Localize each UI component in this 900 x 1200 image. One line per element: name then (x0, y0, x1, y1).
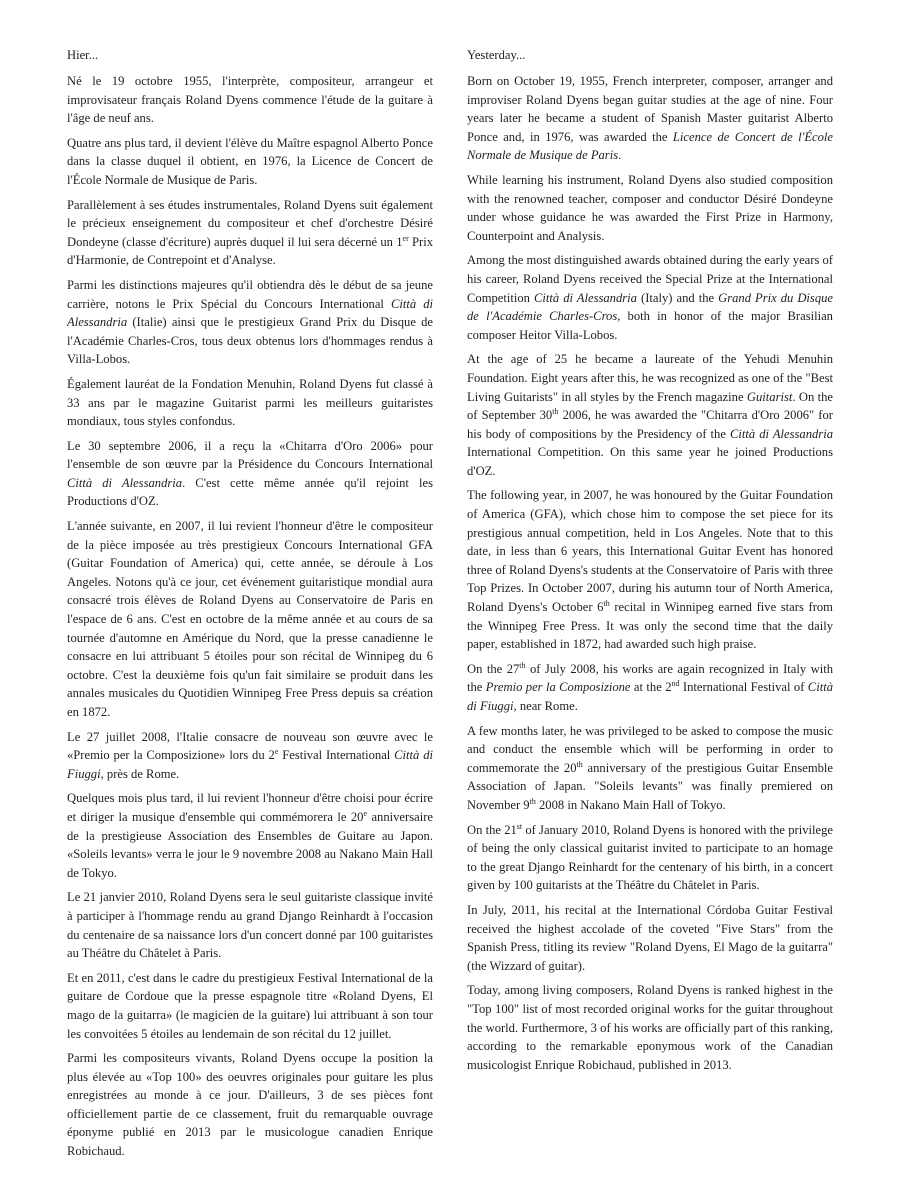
superscript: st (516, 821, 523, 831)
superscript: th (519, 660, 526, 670)
text-run: Prix d'Harmonie, de Contrepoint et d'Analyse. (67, 234, 433, 268)
paragraph (467, 72, 833, 165)
english-paragraphs (467, 72, 833, 1074)
italic-text: Città di Alessandria (729, 426, 833, 441)
paragraph (67, 276, 433, 369)
paragraph (67, 72, 433, 128)
text-run: . On the of September 30 (467, 389, 833, 423)
text-run: . C'est cette même année qu'il rejoint les Productions d'OZ. (67, 475, 433, 509)
text-run: 2006, he was awarded the "Chitarra d'Oro 2006" for his body of compositions by the Presidency of the (467, 408, 833, 441)
text-run: Né le 19 octobre 1955, l'interprète, compositeur, arrangeur et improvisateur français Roland Dyens commence l'étude de la guitare à l'âge de neuf ans. (67, 74, 433, 126)
text-run: Born on October 19, 1955, French interpreter, composer, arranger and improviser Roland Dyens began guitar studies at the age of nine. Four years later he became a student of Spanish Master guitarist Alberto Ponce and, in 1976, was awarded the (467, 74, 833, 144)
paragraph (67, 789, 433, 882)
paragraph (467, 251, 833, 344)
paragraph (67, 888, 433, 962)
text-run: Quatre ans plus tard, il devient l'élève du Maître espagnol Alberto Ponce dans la classe duquel il obtient, en 1976, la Licence de Concert de l'École Normale de Musique de Paris. (67, 135, 433, 187)
text-run: , both in honor of the major Brasilian composer Heitor Villa-Lobos. (467, 309, 833, 342)
paragraph (67, 196, 433, 270)
superscript: nd (671, 679, 680, 689)
paragraph (467, 901, 833, 975)
text-run: Également lauréat de la Fondation Menuhin, Roland Dyens fut classé à 33 ans par le magazine Guitarist parmi les meilleurs guitaristes mondiaux, tous styles confondus. (67, 376, 433, 429)
text-run: The following year, in 2007, he was honoured by the Guitar Foundation of America (GFA), which chose him to compose the set piece for its prestigious annual competition, held in Los Angeles. Note that to this date, in less than 6 years, this International Guitar Event has honored three of Roland Dyens's students at the Conservatoire of Paris with three Top Prizes. In October 2007, during his autumn tour of North America, Roland Dyens's October 6 (467, 488, 833, 615)
text-run: . (618, 148, 622, 163)
superscript: th (529, 796, 536, 806)
superscript: th (603, 598, 610, 608)
french-heading: Hier... (67, 48, 99, 62)
italic-text: Città di Fiuggi (67, 748, 433, 781)
italic-text: Città di Alessandria (67, 296, 434, 330)
paragraph (67, 375, 433, 431)
text-run: Today, among living composers, Roland Dyens is ranked highest in the "Top 100" list of most recorded original works for the guitar throughout the world. Furthermore, 3 of his works are officially part of this ranking, according to the remarkable eponymous work of the Canadian musicologist Enrique Robichaud, published in 2013. (467, 983, 833, 1072)
superscript: er (402, 233, 409, 243)
text-run: At the age of 25 he became a laureate of the Yehudi Menuhin Foundation. Eight years after this, he was recognized as one of the "Best Living Guitarists" in all styles by the French magazine (467, 352, 833, 404)
paragraph (467, 660, 833, 716)
text-run: of July 2008, his works are again recognized in Italy with the (467, 661, 833, 695)
paragraph (467, 722, 833, 815)
text-run: recital in Winnipeg earned five stars from the Winnipeg Free Press. It was only the second time that the daily paper, established in 1872, had awarded such high praise. (467, 600, 833, 652)
text-run: International Competition. On this same year he joined Productions d'OZ. (467, 445, 833, 478)
text-run: Parallèlement à ses études instrumentales, Roland Dyens suit également le précieux enseignement du compositeur et chef d'orchestre Désiré Dondeyne (classe d'écriture) auprès duquel il lui sera décerné un 1 (67, 197, 433, 249)
english-column (467, 46, 833, 1080)
paragraph (67, 437, 433, 511)
paragraph (467, 821, 833, 895)
paragraph (467, 350, 833, 480)
text-run: While learning his instrument, Roland Dyens also studied composition with the renowned teacher, composer and conductor Désiré Dondeyne under whose guidance he was awarded the First Prize in Harmony, Counterpoint and Analysis. (467, 172, 833, 243)
text-run: of January 2010, Roland Dyens is honored with the privilege of being the only classical guitarist invited to participate to an homage to the great Django Reinhardt for the centenary of his birth, in a concert given by 100 guitarists at the Théâtre du Châtelet in Paris. (467, 822, 833, 893)
text-run: at the 2 (630, 680, 672, 695)
paragraph (467, 171, 833, 245)
italic-text: Licence de Concert de l'École Normale de Musique de Paris (467, 129, 834, 163)
text-run: Quelques mois plus tard, il lui revient l'honneur d'être choisi pour écrire et diriger la musique d'ensemble qui commémorera le 20 (67, 791, 433, 824)
text-run: Le 21 janvier 2010, Roland Dyens sera le seul guitariste classique invité à participer à l'hommage rendu au grand Django Reinhardt à l'occasion du centenaire de sa naissance lors d'un concert donné par 100 guitaristes au Théâtre du Châtelet à Paris. (67, 890, 433, 961)
paragraph (67, 134, 433, 190)
paragraph (67, 517, 433, 722)
paragraph (467, 981, 833, 1074)
paragraph (67, 969, 433, 1043)
text-run: (Italy) and the (636, 290, 719, 305)
text-run: , près de Rome. (100, 766, 180, 781)
text-run: 2008 in Nakano Main Hall of Tokyo. (535, 797, 726, 812)
text-run: (Italie) ainsi que le prestigieux Grand Prix du Disque de l'Académie Charles-Cros, tous deux obtenus lors d'hommages rendus à Villa-Lobos. (67, 315, 433, 367)
italic-text: Grand Prix du Disque de l'Académie Charles-Cros (467, 290, 834, 324)
italic-text: Città di Alessandria (534, 290, 637, 305)
paragraph (67, 728, 433, 784)
text-run: Among the most distinguished awards obtained during the early years of his career, Roland Dyens received the Special Prize at the International Competition (467, 253, 833, 305)
superscript: e (363, 808, 368, 818)
text-run: , near Rome. (513, 699, 578, 713)
superscript: th (576, 759, 583, 769)
text-run: In July, 2011, his recital at the International Córdoba Guitar Festival received the highest accolade of the coveted "Five Stars" from the Spanish Press, titling its review "Roland Dyens, El Mago de la guitarra" (the Wizzard of guitar). (467, 902, 833, 973)
english-heading: Yesterday... (467, 48, 526, 62)
text-run: Parmi les distinctions majeures qu'il obtiendra dès le début de sa jeune carrière, notons le Prix Spécial du Concours International (67, 277, 433, 311)
superscript: e (274, 747, 279, 756)
text-run: Et en 2011, c'est dans le cadre du prestigieux Festival International de la guitare de Cordoue que la presse espagnole titre «Roland Dyens, El mago de la guitarra» (le magicien de la guitare) lui attribuant à son tour les convoitées 5 étoiles au lendemain de son récital du 12 juillet. (67, 970, 433, 1041)
italic-text: Città di Fiuggi (467, 680, 833, 713)
text-run: On the 21 (467, 822, 517, 837)
text-run: A few months later, he was privileged to be asked to compose the music and conduct the ensemble which will be performing in order to commemorate the 20 (467, 723, 833, 775)
text-run: Parmi les compositeurs vivants, Roland Dyens occupe la position la plus élevée au «Top 100» des oeuvres originales pour guitare les plus enregistrées au monde à ce jour. D'ailleurs, 3 de ses pièces font officiellement partie de ce classement, fruit du remarquable ouvrage éponyme publié en 2013 par le musicologue canadien Enrique Robichaud. (67, 1051, 433, 1159)
french-paragraphs (67, 72, 433, 1161)
text-run: International Festival of (679, 680, 808, 695)
italic-text: Guitarist (746, 389, 793, 404)
text-run: anniversaire de la prestigieuse Association des Ensembles de Guitare au Japon. «Soleils levants» verra le jour le 9 novembre 2008 au Nakano Main Hall de Tokyo. (67, 809, 433, 880)
italic-text: Città di Alessandria (67, 475, 183, 490)
text-run: anniversary of the prestigious Guitar Ensemble Association of Japan. "Soleils levants" was finally premiered on November 9 (467, 760, 834, 812)
text-run: L'année suivante, en 2007, il lui revient l'honneur d'être le compositeur de la pièce imposée au très prestigieux Concours International GFA (Guitar Foundation of America) qui, cette année, se déroule à Los Angeles. Notons qu'à ce jour, cet événement guitaristique mondial aura consacré trois élèves de Roland Dyens au Conservatoire de Paris en l'espace de 6 ans. C'est en octobre de la même année et au cours de sa tournée d'automne en Amérique du Nord, que la presse canadienne le consacre en lui attribuant 5 étoiles pour son récital de Winnipeg du 6 octobre. C'est la deuxième fois qu'un fait similaire se produit dans les annales musicales du Quotidien Winnipeg Free Press depuis sa création en 1872. (67, 519, 433, 719)
paragraph (467, 486, 833, 653)
french-column (67, 46, 433, 1167)
text-run: Festival International (278, 748, 395, 763)
italic-text: Premio per la Composizione (485, 680, 631, 695)
superscript: th (552, 406, 559, 416)
text-run: Le 27 juillet 2008, l'Italie consacre de nouveau son œuvre avec le «Premio per la Composizione» lors du 2 (67, 729, 433, 763)
paragraph (67, 1049, 433, 1161)
text-run: On the 27 (467, 661, 520, 676)
text-run: Le 30 septembre 2006, il a reçu la «Chitarra d'Oro 2006» pour l'ensemble de son œuvre par la Présidence du Concours International (67, 438, 433, 472)
